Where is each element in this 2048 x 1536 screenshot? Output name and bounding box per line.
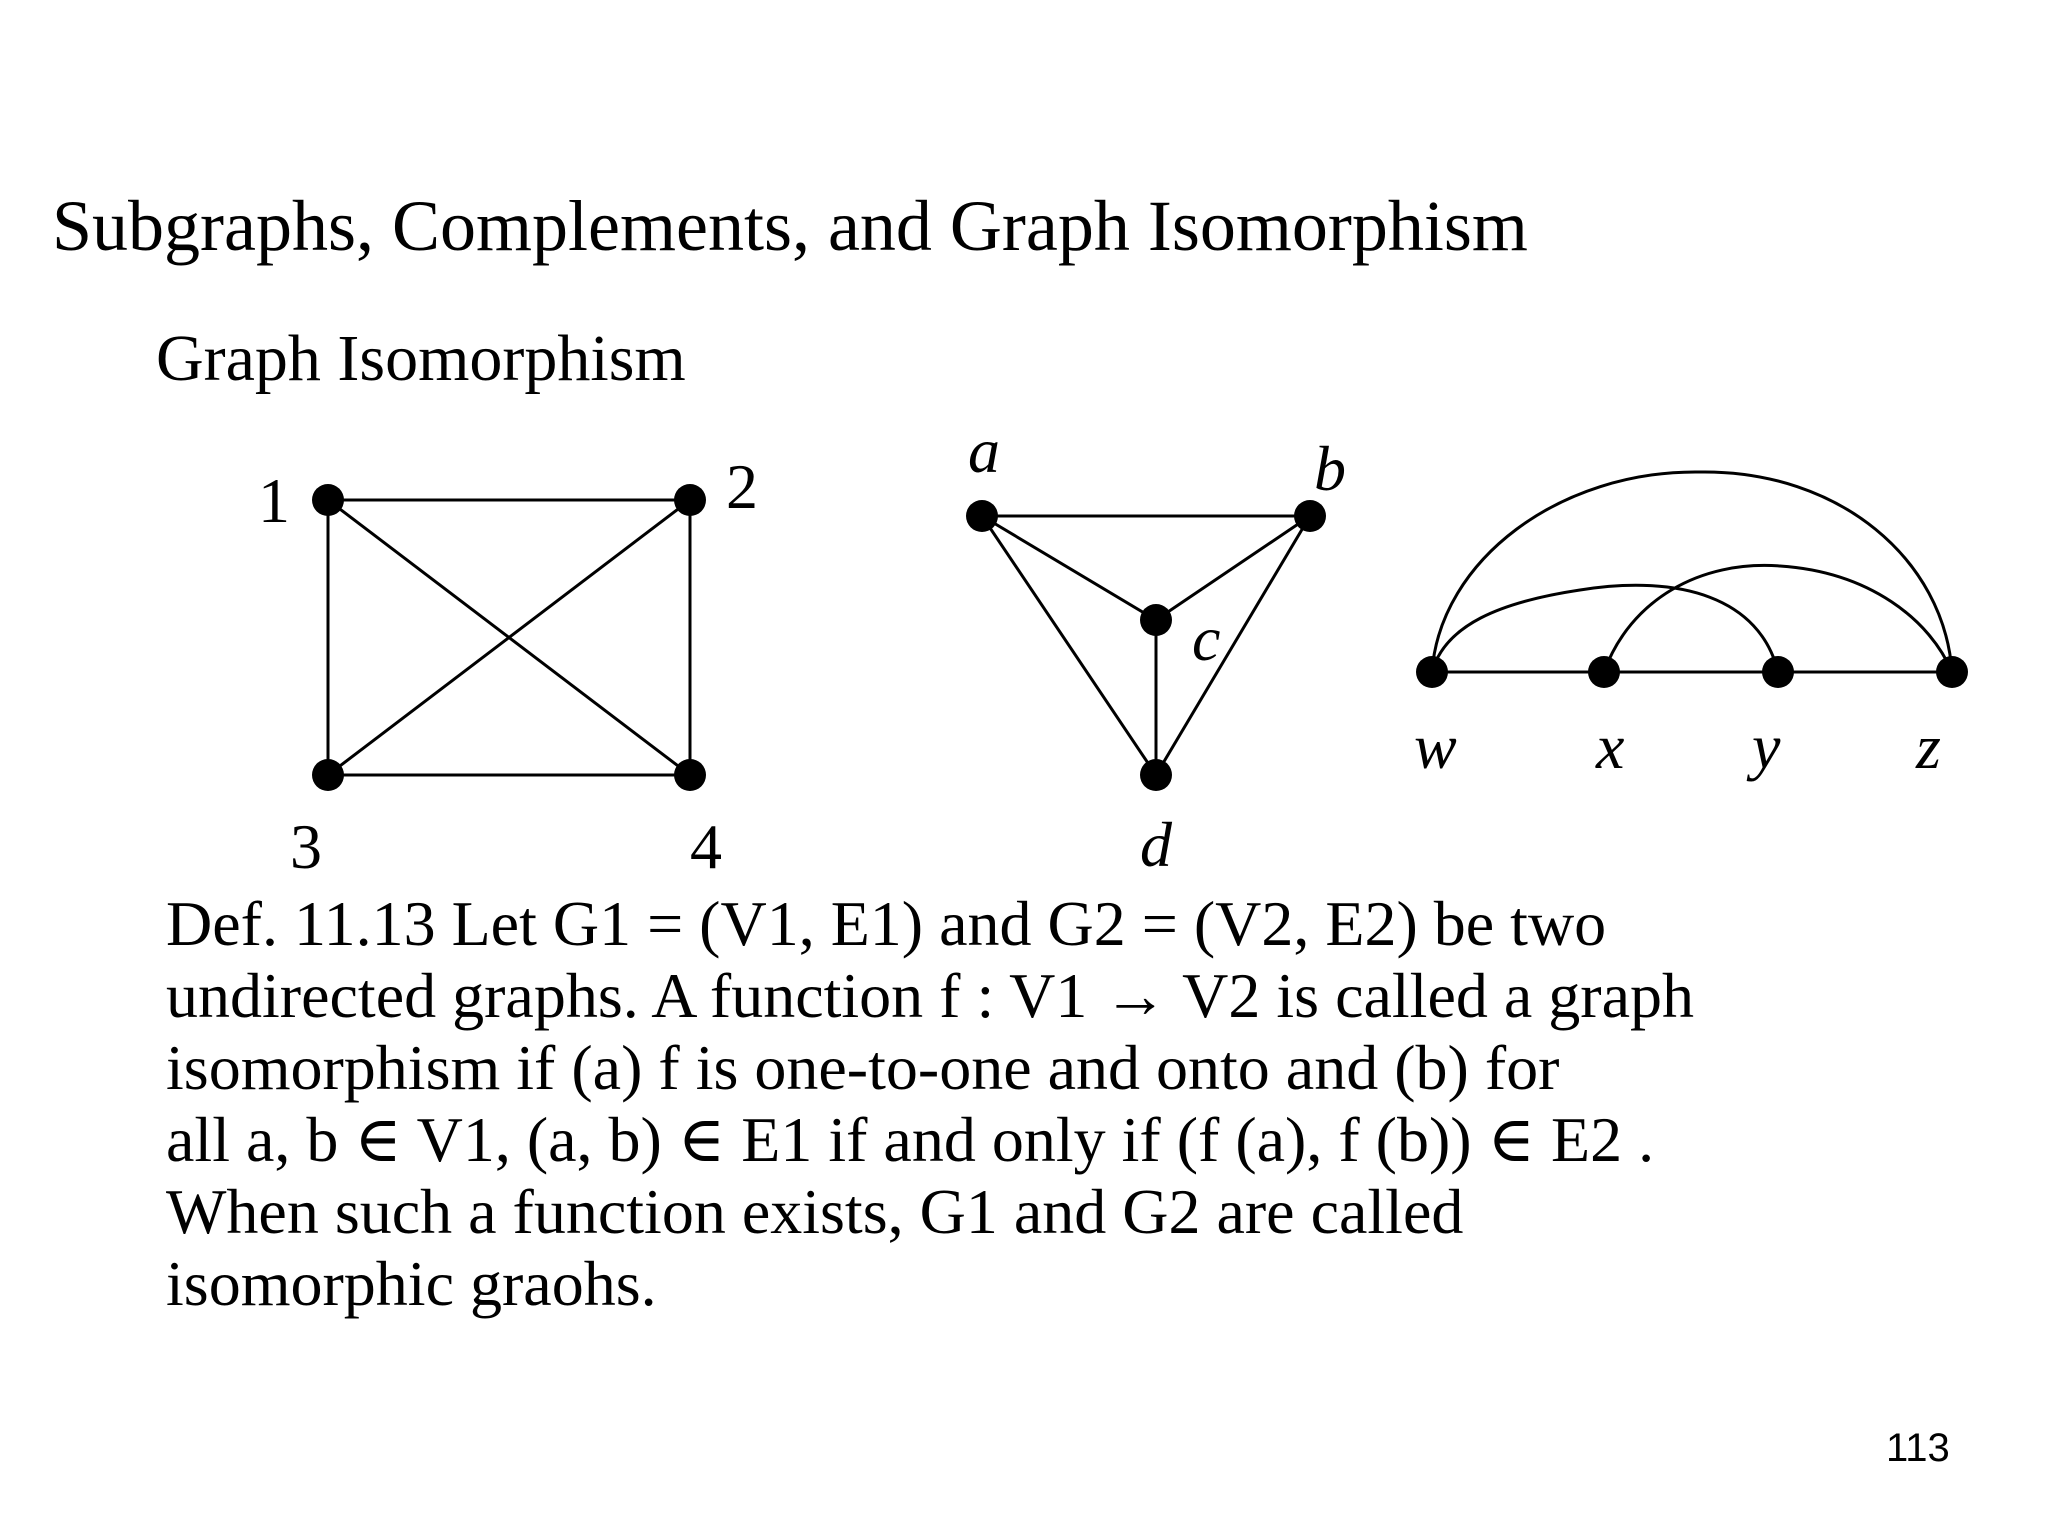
vertex-2 xyxy=(674,484,706,516)
vertex-z xyxy=(1936,656,1968,688)
graph-2-edges xyxy=(982,516,1310,775)
vertex-1 xyxy=(312,484,344,516)
vertex-label-w: w xyxy=(1414,711,1457,782)
edge-b-d xyxy=(1156,516,1310,775)
vertex-label-b: b xyxy=(1314,433,1346,504)
vertex-label-1: 1 xyxy=(258,465,290,536)
vertex-4 xyxy=(674,759,706,791)
vertex-label-4: 4 xyxy=(690,811,722,882)
definition-line-3: isomorphism if (a) f is one-to-one and onto and (b) for xyxy=(166,1032,1560,1103)
vertex-label-c: c xyxy=(1192,603,1221,674)
vertex-y xyxy=(1762,656,1794,688)
definition-line-1: Def. 11.13 Let G1 = (V1, E1) and G2 = (V2, E2) be two xyxy=(166,888,1607,959)
vertex-3 xyxy=(312,759,344,791)
edge-a-d xyxy=(982,516,1156,775)
vertex-label-z: z xyxy=(1916,711,1941,782)
definition-text xyxy=(166,888,1694,1320)
vertex-x xyxy=(1588,656,1620,688)
definition-line-4: all a, b ∈ V1, (a, b) ∈ E1 if and only if (f (a), f (b)) ∈ E2 . xyxy=(166,1104,1655,1175)
edge-a-c xyxy=(982,516,1156,620)
edge-b-c xyxy=(1156,516,1310,620)
section-title: Graph Isomorphism xyxy=(156,322,686,395)
vertex-label-2: 2 xyxy=(726,451,758,522)
graph-2-vertices xyxy=(966,500,1326,791)
vertex-d xyxy=(1140,759,1172,791)
edge-w-z xyxy=(1432,472,1952,672)
page-number: 113 xyxy=(1886,1426,1950,1470)
vertex-label-d: d xyxy=(1140,809,1172,880)
vertex-label-y: y xyxy=(1752,711,1781,782)
graph-3-edges xyxy=(1432,472,1952,672)
definition-line-6: isomorphic graohs. xyxy=(166,1248,657,1319)
slide-title: Subgraphs, Complements, and Graph Isomorphism xyxy=(52,186,1528,266)
vertex-w xyxy=(1416,656,1448,688)
definition-line-5: When such a function exists, G1 and G2 are called xyxy=(166,1176,1464,1247)
vertex-label-x: x xyxy=(1596,711,1625,782)
vertex-c xyxy=(1140,604,1172,636)
graph-1-edges xyxy=(328,500,690,775)
vertex-label-3: 3 xyxy=(290,811,322,882)
definition-line-2: undirected graphs. A function f : V1 → V2 is called a graph xyxy=(166,960,1694,1031)
vertex-b xyxy=(1294,500,1326,532)
vertex-a xyxy=(966,500,998,532)
vertex-label-a: a xyxy=(968,415,1000,486)
